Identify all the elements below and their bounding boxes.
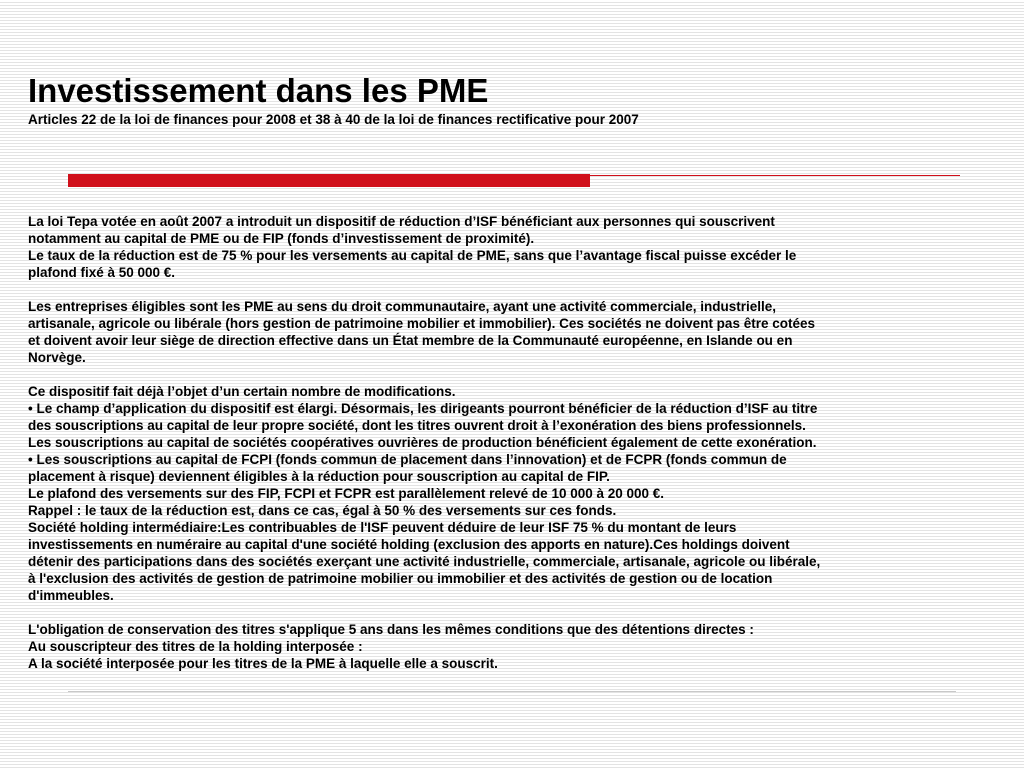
body-line: A la société interposée pour les titres de la PME à laquelle elle a souscrit. [28,656,498,671]
body-line: La loi Tepa votée en août 2007 a introduit un dispositif de réduction d’ISF bénéficiant aux personnes qui souscrivent [28,214,775,229]
slide-body [28,213,1018,672]
body-line: investissements en numéraire au capital d'une société holding (exclusion des apports en nature).Ces holdings doivent [28,537,790,552]
body-line: Rappel : le taux de la réduction est, dans ce cas, égal à 50 % des versements sur ces fonds. [28,503,617,518]
blank-line [28,366,1018,383]
red-accent-bar [68,174,590,187]
body-line: des souscriptions au capital de leur propre société, dont les titres ouvrent droit à l’exonération des biens professionnels. [28,418,806,433]
blank-line [28,604,1018,621]
body-line: L'obligation de conservation des titres s'applique 5 ans dans les mêmes conditions que des détentions directes : [28,622,754,637]
body-line: Norvège. [28,350,86,365]
body-line: Les entreprises éligibles sont les PME au sens du droit communautaire, ayant une activité commerciale, industrielle, [28,299,776,314]
blank-line [28,281,1018,298]
body-line: d'immeubles. [28,588,114,603]
body-line: à l'exclusion des activités de gestion de patrimoine mobilier ou immobilier et des activités de gestion ou de location [28,571,773,586]
body-line: placement à risque) deviennent éligibles à la réduction pour souscription au capital de FIP. [28,469,610,484]
body-line: Les souscriptions au capital de sociétés coopératives ouvrières de production bénéficient également de cette exonération. [28,435,817,450]
body-line: Au souscripteur des titres de la holding interposée : [28,639,363,654]
slide-subtitle: Articles 22 de la loi de finances pour 2008 et 38 à 40 de la loi de finances rectificative pour 2007 [28,112,639,127]
bottom-divider [68,691,956,692]
body-line: et doivent avoir leur siège de direction effective dans un État membre de la Communauté européenne, en Islande ou en [28,333,793,348]
body-line: artisanale, agricole ou libérale (hors gestion de patrimoine mobilier et immobilier). Ces sociétés ne doivent pas être cotées [28,316,815,331]
body-line: Ce dispositif fait déjà l’objet d’un certain nombre de modifications. [28,384,456,399]
body-line: détenir des participations dans des sociétés exerçant une activité industrielle, commerciale, artisanale, agricole ou libérale, [28,554,821,569]
body-line: • Les souscriptions au capital de FCPI (fonds commun de placement dans l’innovation) et de FCPR (fonds commun de [28,452,787,467]
body-line: Société holding intermédiaire:Les contribuables de l'ISF peuvent déduire de leur ISF 75 % du montant de leurs [28,520,737,535]
body-line: • Le champ d’application du dispositif est élargi. Désormais, les dirigeants pourront bénéficier de la réduction d’ISF au titre [28,401,818,416]
body-line: notamment au capital de PME ou de FIP (fonds d’investissement de proximité). [28,231,535,246]
body-line: Le taux de la réduction est de 75 % pour les versements au capital de PME, sans que l’avantage fiscal puisse excéder le [28,248,797,263]
body-line: plafond fixé à 50 000 €. [28,265,176,280]
body-line: Le plafond des versements sur des FIP, FCPI et FCPR est parallèlement relevé de 10 000 à 20 000 €. [28,486,665,501]
thin-accent-line [590,175,960,176]
slide-title: Investissement dans les PME [28,72,489,109]
